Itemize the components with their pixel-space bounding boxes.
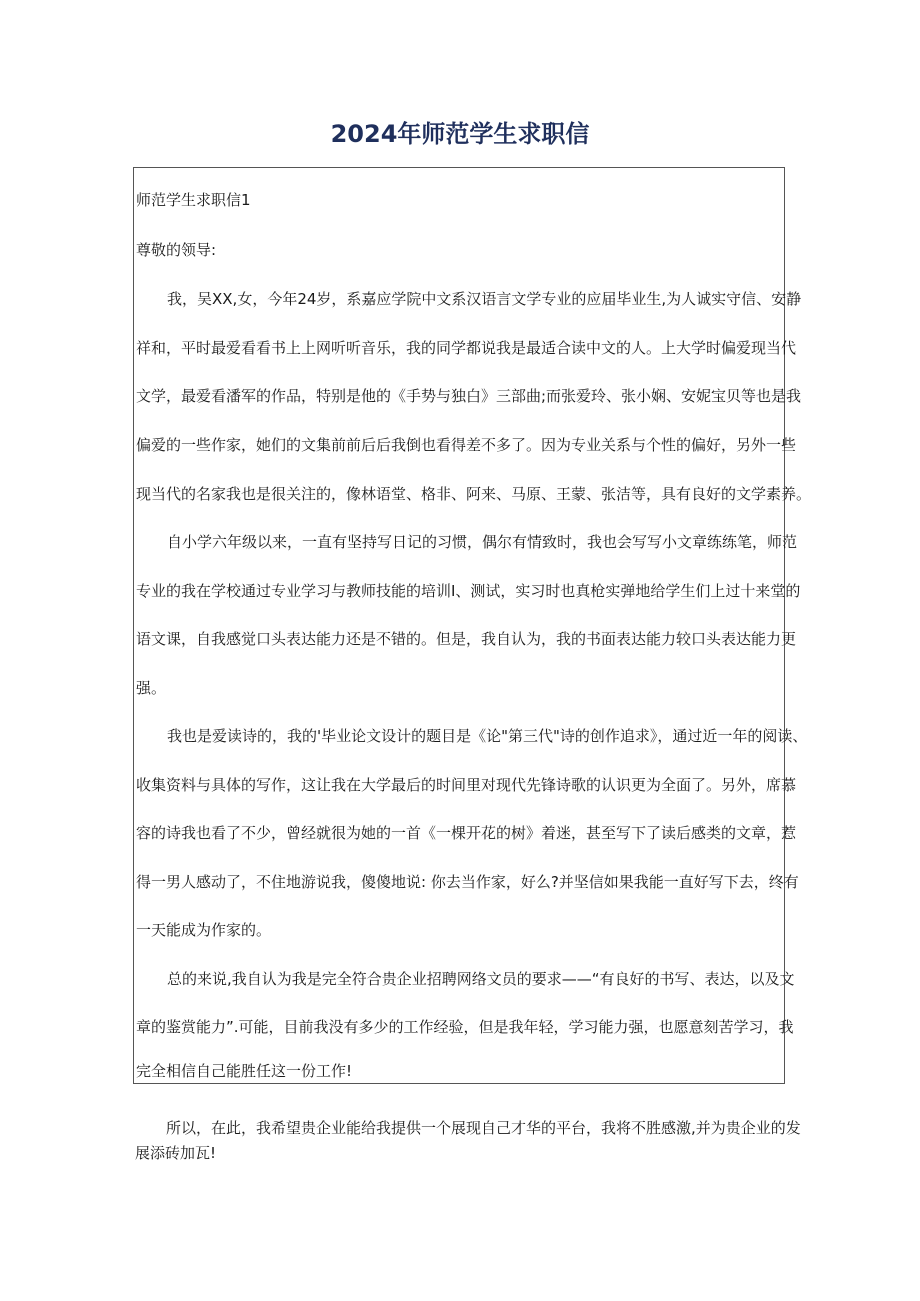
- paragraph-line: 我，吴XX,女，今年24岁，系嘉应学院中文系汉语言文学专业的应届毕业生,为人诚实守信、安静: [167, 290, 802, 308]
- paragraph-line: 专业的我在学校通过专业学习与教师技能的培训I、测试，实习时也真枪实弹地给学生们上过十来堂的: [136, 582, 801, 600]
- paragraph-line: 总的来说,我自认为我是完全符合贵企业招聘网络文员的要求——“有良好的书写、表达，以及文: [167, 970, 795, 988]
- paragraph-line: 章的鉴赏能力”.可能，目前我没有多少的工作经验，但是我年轻，学习能力强，也愿意刻苦学习，我: [136, 1018, 794, 1036]
- paragraph-line: 自小学六年级以来，一直有坚持写日记的习惯，偶尔有情致时，我也会写写小文章练练笔，师范: [167, 533, 798, 551]
- paragraph-line: 得一男人感动了，不住地游说我，傻傻地说: 你去当作家，好么?并坚信如果我能一直好写下去，终有: [136, 873, 799, 891]
- paragraph-line: 一天能成为作家的。: [136, 921, 272, 939]
- paragraph-line: 完全相信自己能胜任这一份工作!: [136, 1062, 353, 1080]
- paragraph-line: 祥和，平时最爱看看书上上网听听音乐，我的同学都说我是最适合读中文的人。上大学时偏爱现当代: [136, 339, 797, 357]
- paragraph-line: 文学，最爱看潘军的作品，特别是他的《手势与独白》三部曲;而张爱玲、张小娴、安妮宝贝等也是我: [136, 387, 802, 405]
- salutation: 尊敬的领导:: [136, 241, 217, 259]
- closing-line: 展添砖加瓦!: [135, 1144, 217, 1162]
- letter-box: [133, 167, 812, 1084]
- paragraph-line: 容的诗我也看了不少，曾经就很为她的一首《一棵开花的树》着迷，甚至写下了读后感类的文章，惹: [136, 824, 797, 842]
- closing-line: 所以，在此，我希望贵企业能给我提供一个展现自己才华的平台，我将不胜感激,并为贵企业的发: [166, 1119, 801, 1137]
- paragraph-line: 我也是爱读诗的，我的'毕业论文设计的题目是《论"第三代"诗的创作追求》，通过近一年的阅读、: [167, 727, 808, 745]
- paragraph-line: 语文课，自我感觉口头表达能力还是不错的。但是，我自认为，我的书面表达能力较口头表达能力更: [136, 630, 797, 648]
- page-title: 2024年师范学生求职信: [330, 120, 590, 148]
- paragraph-line: 现当代的名家我也是很关注的，像林语堂、格非、阿来、马原、王蒙、张洁等，具有良好的文学素养。: [136, 485, 812, 503]
- letter-heading: 师范学生求职信1: [136, 191, 251, 209]
- paragraph-line: 强。: [136, 679, 167, 697]
- paragraph-line: 收集资料与具体的写作，这让我在大学最后的时间里对现代先锋诗歌的认识更为全面了。另外，席慕: [136, 776, 797, 794]
- paragraph-line: 偏爱的一些作家，她们的文集前前后后我倒也看得差不多了。因为专业关系与个性的偏好，另外一些: [136, 436, 797, 454]
